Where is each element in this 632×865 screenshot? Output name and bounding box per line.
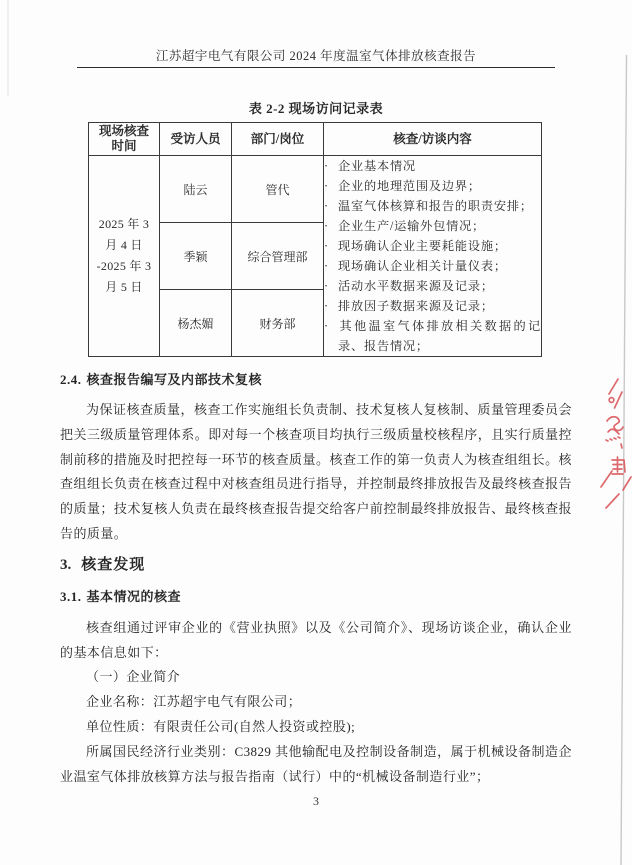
bullet-icon: ·: [324, 239, 329, 253]
bullet-icon: ·: [324, 199, 329, 213]
site-visit-record-table: [88, 122, 542, 357]
red-pen-annotation-icon: [601, 379, 631, 508]
profile-heading: （一）企业简介: [86, 669, 181, 685]
profile-line-company-name: 企业名称：江苏超宇电气有限公司；: [86, 694, 302, 710]
col-header-department: 部门/岗位: [232, 123, 324, 156]
section-number: 2.4.: [60, 372, 82, 387]
topic-item: · 企业的地理范围及边界；: [324, 176, 541, 196]
topic-item: · 企业基本情况: [324, 156, 541, 176]
bullet-icon: ·: [324, 319, 329, 333]
topic-item: · 现场确认企业主要耗能设施；: [324, 236, 541, 256]
topic-item: · 企业生产/运输外包情况；: [324, 216, 541, 236]
col-header-interviewee: 受访人员: [160, 123, 232, 156]
visit-time-line: 月 4 日: [105, 238, 143, 252]
topic-item: · 活动水平数据来源及记录；: [324, 276, 541, 296]
col-header-content: 核查/访谈内容: [324, 123, 542, 156]
topic-item: · 排放因子数据来源及记录；: [324, 296, 541, 316]
bullet-icon: ·: [324, 279, 329, 293]
interviewee-dept: 财务部: [232, 290, 324, 357]
topic-item: · 现场确认企业相关计量仪表；: [324, 256, 541, 276]
scan-edge-right: [621, 55, 627, 865]
visit-time-line: 2025 年 3: [98, 217, 150, 231]
visit-time-cell: [89, 156, 160, 357]
interviewee-name: 季颖: [160, 223, 232, 290]
interview-content-cell: [324, 156, 542, 357]
section-3-heading: [60, 555, 572, 575]
section-3-1-paragraph: 核查组通过评审企业的《营业执照》以及《公司简介》、现场访谈企业，确认企业的基本信息如下：: [60, 619, 572, 660]
profile-line-industry-category: 所属国民经济行业类别：C3829 其他输配电及控制设备制造，属于机械设备制造企业温室气体排放核算方法与报告指南（试行）中的“机械设备制造行业”；: [60, 743, 572, 784]
visit-time-line: -2025 年 3: [96, 259, 152, 273]
section-title: 基本情况的核查: [86, 588, 182, 604]
topic-item: · 其他温室气体排放相关数据的记录、报告情况；: [324, 316, 541, 356]
section-title: 核查发现: [81, 556, 146, 573]
interviewee-dept: 管代: [232, 156, 324, 223]
page-content: [60, 100, 572, 789]
col-header-time: 现场核查时间: [89, 123, 160, 156]
header-rule: [77, 67, 555, 68]
section-2-4-paragraph: 为保证核查质量，核查工作实施组长负责制、技术复核人复核制、质量管理委员会把关三级质量管理体系。即对每一个核查项目均执行三级质量校核程序，且实行质量控制前移的措施及时把控每一环节的核查质量。核查工作的第一负责人为核查组组长。核查组组长负责在核查过程中对核查组员进行指导，并控制最终排放报告及最终核查报告的质量；技术复核人负责在最终核查报告提交给客户前控制最终排放报告、最终核查报告的质量。: [60, 402, 572, 541]
visit-time-line: 月 5 日: [105, 280, 143, 294]
topic-item: · 温室气体核算和报告的职责安排；: [324, 196, 541, 216]
bullet-icon: ·: [324, 179, 329, 193]
bullet-icon: ·: [324, 159, 329, 173]
running-header: 江苏超宇电气有限公司 2024 年度温室气体排放核查报告: [155, 49, 477, 63]
table-row: [89, 156, 542, 223]
table-header-row: [89, 123, 542, 156]
interviewee-dept: 综合管理部: [232, 223, 324, 290]
section-2-4-heading: [60, 371, 572, 389]
interviewee-name: 陆云: [160, 156, 232, 223]
page-number: 3: [313, 794, 319, 808]
section-3-1-heading: [60, 588, 572, 606]
table-caption: 表 2-2 现场访问记录表: [248, 101, 384, 116]
profile-line-entity-type: 单位性质：有限责任公司(自然人投资或控股);: [86, 718, 356, 734]
bullet-icon: ·: [324, 219, 329, 233]
section-title: 核查报告编写及内部技术复核: [86, 372, 263, 387]
interview-topic-list: [324, 156, 541, 356]
bullet-icon: ·: [324, 259, 329, 273]
section-number: 3.: [60, 556, 72, 573]
bullet-icon: ·: [324, 299, 329, 313]
section-number: 3.1.: [60, 588, 82, 604]
interviewee-name: 杨杰媚: [160, 290, 232, 357]
